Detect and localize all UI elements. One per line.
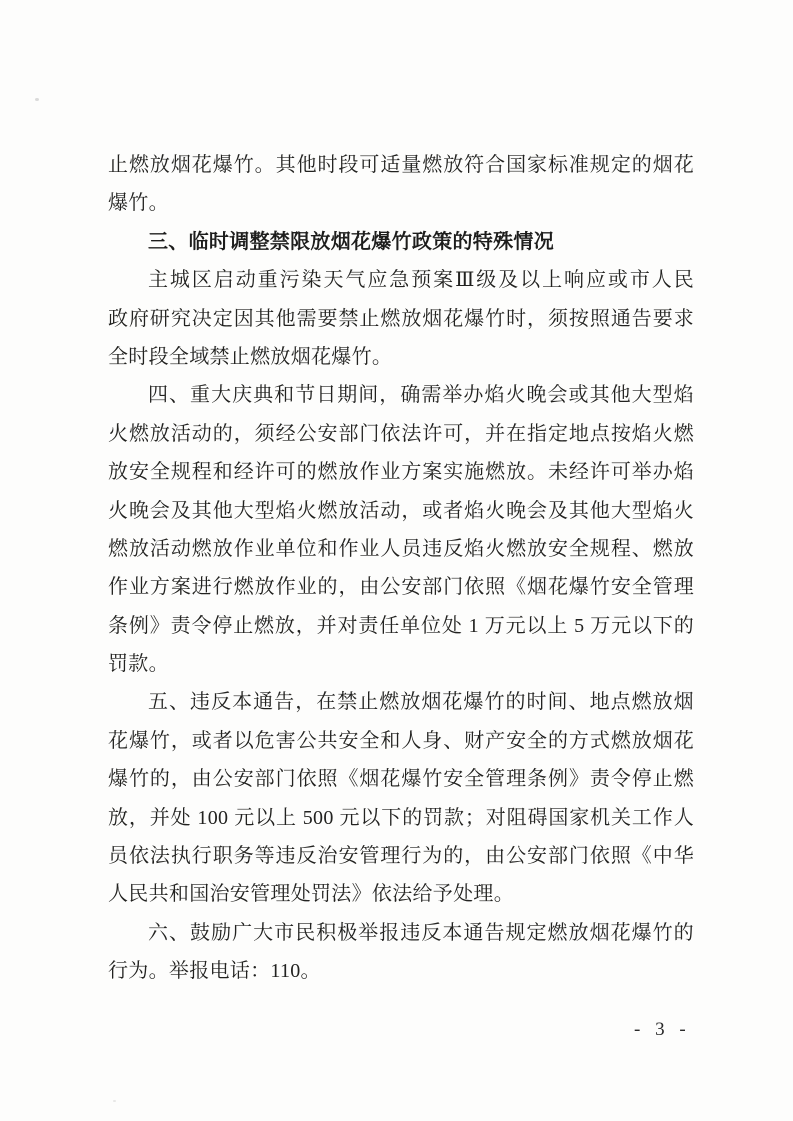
paragraph <box>108 376 694 683</box>
text-line: 主城区启动重污染天气应急预案Ⅲ级及以上响应或市人民 <box>148 269 694 292</box>
scan-speck <box>113 1100 116 1102</box>
text-line: 人民共和国治安管理处罚法》依法给予处理。 <box>108 883 514 906</box>
page-number: - 3 - <box>634 1019 691 1040</box>
paragraph <box>108 683 694 913</box>
text-line: 罚款。 <box>108 653 169 676</box>
text-line: 五、违反本通告，在禁止燃放烟花爆竹的时间、地点燃放烟 <box>148 691 694 714</box>
text-line: 条例》责令停止燃放，并对责任单位处 1 万元以上 5 万元以下的 <box>108 614 694 637</box>
paragraph <box>108 914 694 991</box>
text-line: 止燃放烟花爆竹。其他时段可适量燃放符合国家标准规定的烟花 <box>108 154 694 176</box>
text-line: 爆竹。 <box>108 192 169 215</box>
text-line: 燃放活动燃放作业单位和作业人员违反焰火燃放安全规程、燃放 <box>108 537 694 560</box>
section-heading <box>108 223 694 261</box>
text-line: 火晚会及其他大型焰火燃放活动，或者焰火晚会及其他大型焰火 <box>108 499 694 522</box>
text-line: 全时段全域禁止燃放烟花爆竹。 <box>108 345 393 368</box>
text-line: 行为。举报电话：110。 <box>108 960 321 983</box>
text-line: 作业方案进行燃放作业的，由公安部门依照《烟花爆竹安全管理 <box>108 576 694 599</box>
text-line: 三、临时调整禁限放烟花爆竹政策的特殊情况 <box>148 230 554 253</box>
scan-speck <box>35 98 39 101</box>
text-line: 放，并处 100 元以上 500 元以下的罚款；对阻碍国家机关工作人 <box>108 806 694 829</box>
text-line: 火燃放活动的，须经公安部门依法许可，并在指定地点按焰火燃 <box>108 422 694 445</box>
text-line: 四、重大庆典和节日期间，确需举办焰火晚会或其他大型焰 <box>148 384 694 407</box>
paragraph <box>108 146 694 223</box>
text-line: 政府研究决定因其他需要禁止燃放烟花爆竹时，须按照通告要求 <box>108 307 694 330</box>
text-line: 爆竹的，由公安部门依照《烟花爆竹安全管理条例》责令停止燃 <box>108 768 694 791</box>
document-body <box>108 146 694 991</box>
text-line: 放安全规程和经许可的燃放作业方案实施燃放。未经许可举办焰 <box>108 461 694 484</box>
text-line: 六、鼓励广大市民积极举报违反本通告规定燃放烟花爆竹的 <box>148 921 694 944</box>
paragraph <box>108 261 694 376</box>
text-line: 员依法执行职务等违反治安管理行为的，由公安部门依照《中华 <box>108 845 694 868</box>
text-line: 花爆竹，或者以危害公共安全和人身、财产安全的方式燃放烟花 <box>108 729 694 752</box>
